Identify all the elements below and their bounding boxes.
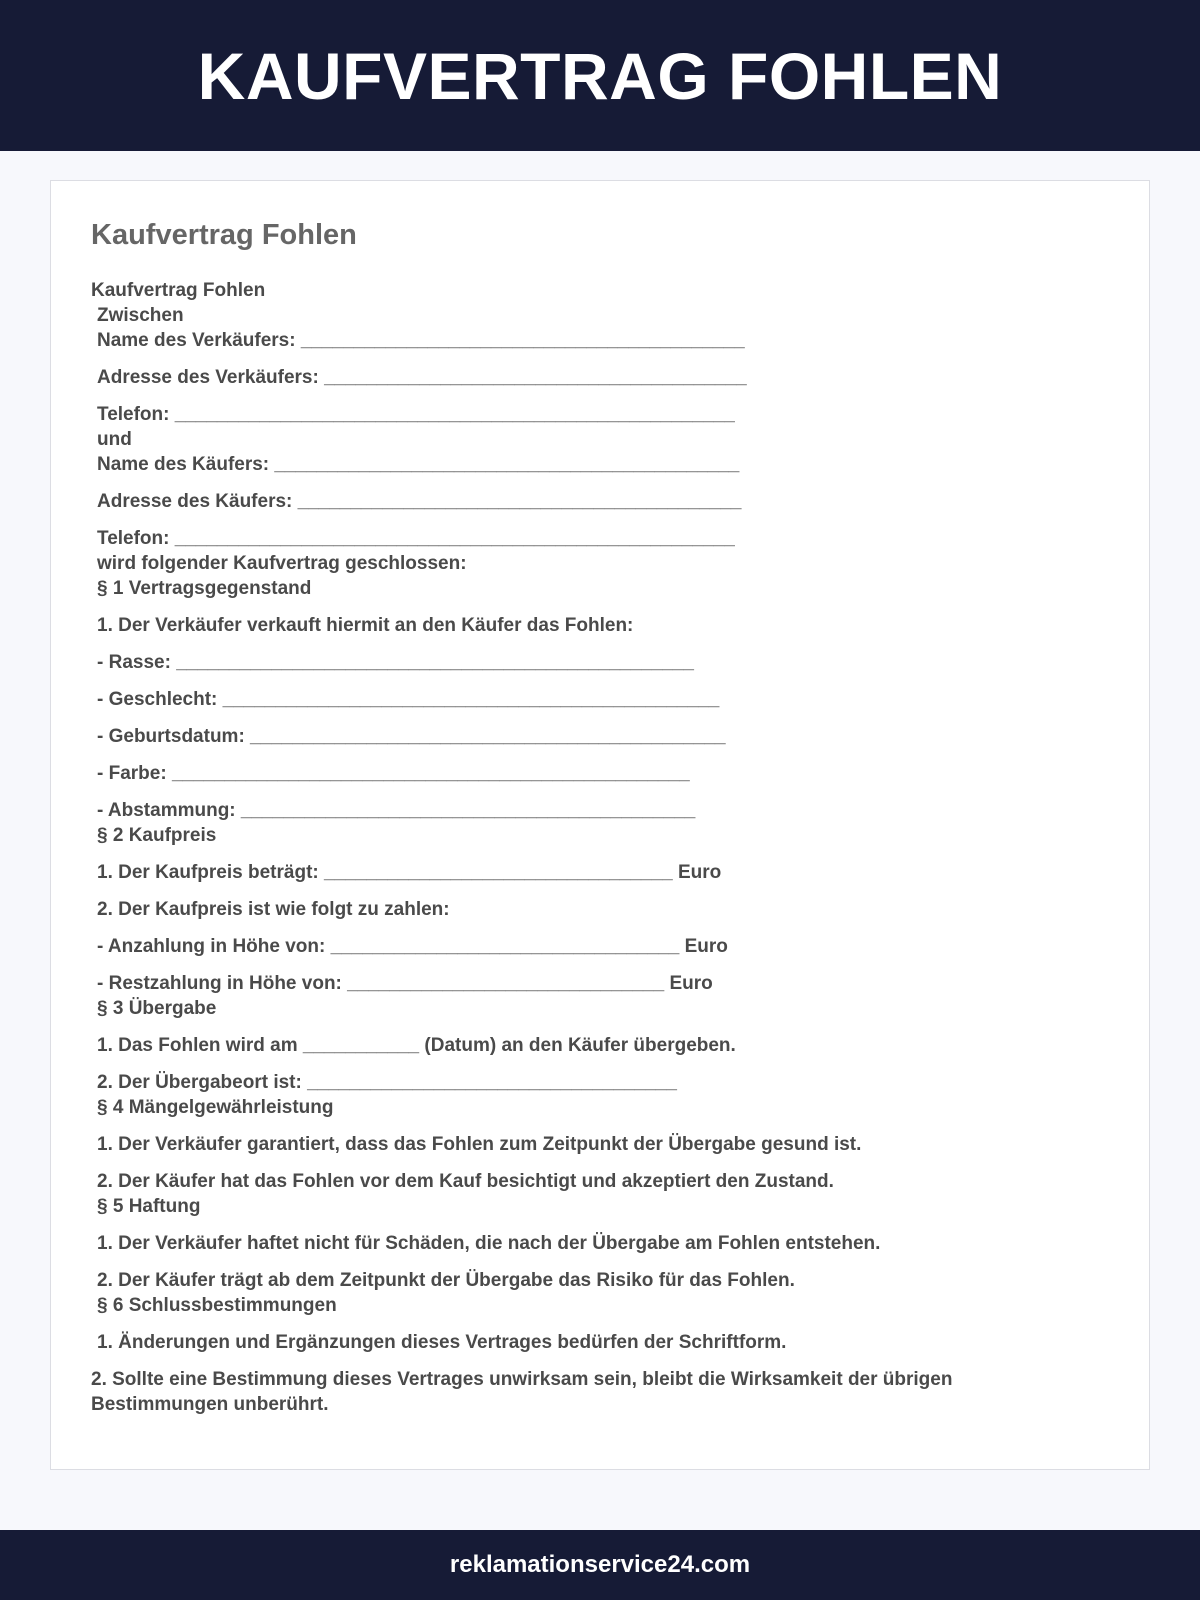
seller-phone-field: Telefon: _____________________________________________________ (97, 404, 735, 425)
contract-line: und (97, 429, 132, 450)
document-card (50, 180, 1150, 1470)
section-heading: § 4 Mängelgewährleistung (97, 1097, 334, 1118)
contract-line: 2. Der Käufer trägt ab dem Zeitpunkt der Übergabe das Risiko für das Fohlen. (97, 1270, 795, 1291)
document-title: Kaufvertrag Fohlen (91, 219, 357, 251)
seller-address-field: Adresse des Verkäufers: ________________________________________ (97, 367, 747, 388)
section-heading: § 1 Vertragsgegenstand (97, 578, 312, 599)
handover-place-field: 2. Der Übergabeort ist: ___________________________________ (97, 1072, 677, 1093)
seller-name-field: Name des Verkäufers: __________________________________________ (97, 330, 745, 351)
contract-line: 1. Der Verkäufer verkauft hiermit an den Käufer das Fohlen: (97, 615, 634, 636)
section-heading: § 6 Schlussbestimmungen (97, 1295, 337, 1316)
contract-line: 2. Der Käufer hat das Fohlen vor dem Kauf besichtigt und akzeptiert den Zustand. (97, 1171, 834, 1192)
birthdate-field: - Geburtsdatum: _____________________________________________ (97, 726, 726, 747)
contract-line: Kaufvertrag Fohlen (91, 280, 266, 301)
deposit-field: - Anzahlung in Höhe von: _________________________________ Euro (97, 936, 728, 957)
section-heading: § 3 Übergabe (97, 998, 217, 1019)
contract-line: Zwischen (97, 305, 184, 326)
sex-field: - Geschlecht: _______________________________________________ (97, 689, 720, 710)
contract-line: 1. Der Verkäufer haftet nicht für Schäden, die nach der Übergabe am Fohlen entstehen. (97, 1233, 881, 1254)
contract-text (51, 181, 1149, 1469)
page-header (0, 0, 1200, 151)
contract-line: 2. Sollte eine Bestimmung dieses Vertrages unwirksam sein, bleibt die Wirksamkeit der übrigen (91, 1369, 953, 1390)
section-heading: § 5 Haftung (97, 1196, 201, 1217)
contract-line: 1. Änderungen und Ergänzungen dieses Vertrages bedürfen der Schriftform. (97, 1332, 787, 1353)
header-title: KAUFVERTRAG FOHLEN (197, 38, 1003, 113)
contract-line: wird folgender Kaufvertrag geschlossen: (97, 553, 467, 574)
contract-line: 2. Der Kaufpreis ist wie folgt zu zahlen: (97, 899, 450, 920)
buyer-name-field: Name des Käufers: ____________________________________________ (97, 454, 740, 475)
breed-field: - Rasse: _________________________________________________ (97, 652, 694, 673)
section-heading: § 2 Kaufpreis (97, 825, 217, 846)
buyer-phone-field: Telefon: _____________________________________________________ (97, 528, 735, 549)
footer-site-name: reklamationservice24.com (449, 1551, 751, 1578)
contract-line: 1. Der Verkäufer garantiert, dass das Fohlen zum Zeitpunkt der Übergabe gesund ist. (97, 1134, 862, 1155)
remaining-payment-field: - Restzahlung in Höhe von: ______________________________ Euro (97, 973, 713, 994)
contract-line: Bestimmungen unberührt. (91, 1394, 329, 1415)
color-field: - Farbe: _________________________________________________ (97, 763, 690, 784)
handover-date-field: 1. Das Fohlen wird am ___________ (Datum) an den Käufer übergeben. (97, 1035, 736, 1056)
buyer-address-field: Adresse des Käufers: __________________________________________ (97, 491, 742, 512)
page-footer (0, 1530, 1200, 1600)
price-field: 1. Der Kaufpreis beträgt: _________________________________ Euro (97, 862, 722, 883)
pedigree-field: - Abstammung: ___________________________________________ (97, 800, 696, 821)
